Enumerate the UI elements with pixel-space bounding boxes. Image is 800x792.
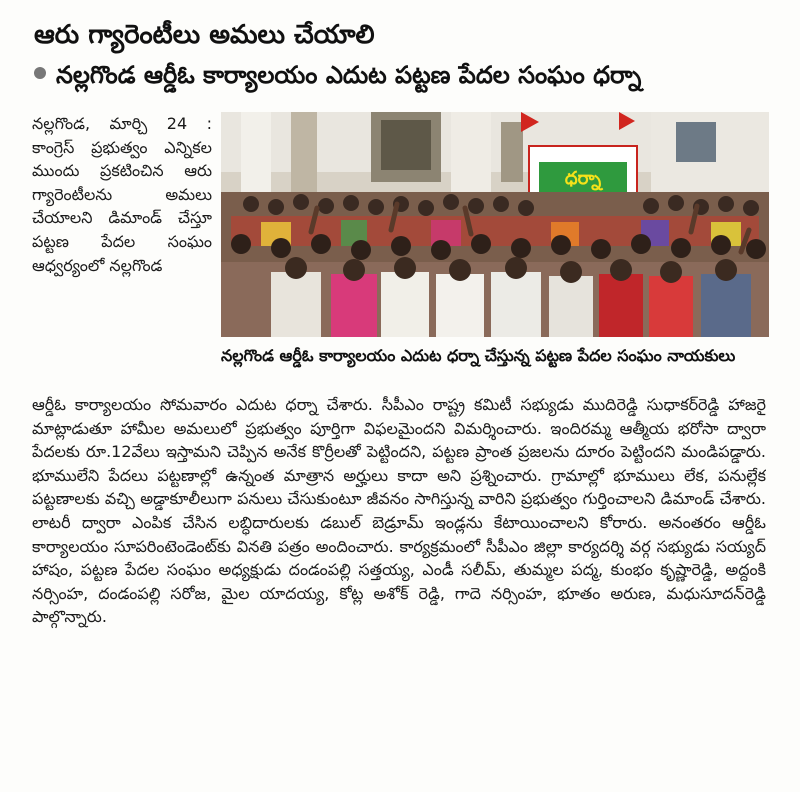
subheadline-text: నల్లగొండ ఆర్డీఓ కార్యాలయం ఎదుట పట్టణ పేదల సంఘం ధర్నా bbox=[56, 61, 642, 89]
article-body-text: ఆర్డీఓ కార్యాలయం సోమవారం ఎదుట ధర్నా చేశారు. సీపీఎం రాష్ట్ర కమిటీ సభ్యుడు ముదిరెడ్డి సుధాకర్‌రెడ్డి హాజరై మాట్లాడుతూ హామీల అమలులో ప్రభుత్వం పూర్తిగా విఫలమైందని విమర్శించారు. ఇందిరమ్మ ఆత్మీయ భరోసా ద్వారా పేదలకు రూ.12వేలు ఇస్తామని చెప్పిన అనేక కొర్రీలతో పెట్టిందని, పట్టణ ప్రాంత ప్రజలను దూరం పెట్టిందని మండిపడ్డారు. భూములేని పేదలు పట్టణాల్లో ఉన్నంత మాత్రాన అర్హులు కాదా అని ప్రశ్నించారు. గ్రామాల్లో భూములు లేక, పనుల్లేక పట్టణాలకు వచ్చి అడ్డాకూలీలుగా పనులు చేసుకుంటూ జీవనం సాగిస్తున్న వారిని ప్రభుత్వం గుర్తించాలని డిమాండ్ చేశారు. లాటరీ ద్వారా ఎంపిక చేసిన లబ్ధిదారులకు డబుల్ బెడ్రూమ్ ఇండ్లను కేటాయించాలని కోరారు. అనంతరం ఆర్డీఓ కార్యాలయం సూపరింటెండెంట్‌కు వినతి పత్రం అందించారు. కార్యక్రమంలో సీపీఎం జిల్లా కార్యదర్శి వర్గ సభ్యుడు సయ్యద్ హాషం, పట్టణ పేదల సంఘం అధ్యక్షుడు దండంపల్లి సత్తయ్య, ఎండీ సలీమ్, తుమ్మల పద్మ, కుంభం కృష్ణారెడ్డి, అద్దంకి నర్సింహ, దండంపల్లి సరోజ, మైల యాదయ్య, కోట్ల అశోక్ రెడ్డి, గాదె నర్సింహ, భూతం అరుణ, మధుసూదన్‌రెడ్డి పాల్గొన్నారు. bbox=[32, 395, 766, 627]
photo-block bbox=[221, 112, 769, 382]
banner-text: ధర్నా bbox=[564, 168, 602, 189]
protest-photo bbox=[221, 112, 769, 337]
protest-photo-illustration bbox=[221, 112, 769, 337]
bullet-icon bbox=[34, 67, 46, 79]
intro-column-text: నల్లగొండ, మార్చి 24 : కాంగ్రెస్ ప్రభుత్వం ఎన్నికల ముందు ప్రకటించిన ఆరు గ్యారెంటీలను అమలు చేయాలని డిమాండ్ చేస్తూ పట్టణ పేదల సంఘం ఆధ్వర్యంలో నల్లగొండ bbox=[32, 114, 212, 275]
headline: ఆరు గ్యారెంటీలు అమలు చేయాలి bbox=[34, 20, 375, 50]
subheadline bbox=[34, 58, 774, 92]
photo-caption: నల్లగొండ ఆర్డీఓ కార్యాలయం ఎదుట ధర్నా చేస్తున్న పట్టణ పేదల సంఘం నాయకులు bbox=[221, 346, 736, 365]
